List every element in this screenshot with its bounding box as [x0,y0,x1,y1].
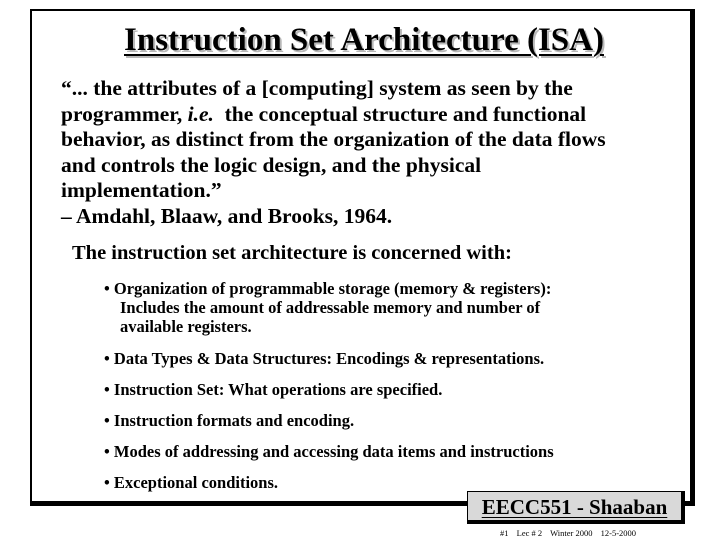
slide-number: #1 [500,528,509,538]
quote-line-1: “... the attributes of a [computing] system as seen by the [61,76,573,100]
quote-line-2-end: the conceptual structure and functional [213,101,587,126]
list-item-line: • Exceptional conditions. [104,473,279,492]
lecture-number: Lec # 2 [516,528,543,538]
list-item-line: • Data Types & Data Structures: Encodings & representations. [104,349,545,368]
list-item [104,411,354,430]
course-badge-label: EECC551 - Shaaban [481,495,668,519]
list-item [104,442,554,461]
list-item-line: Includes the amount of addressable memory and number of [120,298,541,317]
term-label: Winter 2000 [550,528,593,538]
quote-ie: i.e. [187,101,214,126]
list-item [104,473,278,492]
quote-line-5: implementation.” [61,178,222,202]
list-item [104,279,551,336]
quote-attribution: – Amdahl, Blaaw, and Brooks, 1964. [61,203,393,228]
concerns-intro: The instruction set architecture is concerned with: [72,242,512,264]
slide-title: Instruction Set Architecture (ISA) [124,22,604,58]
slide-footer [500,528,642,538]
course-badge [467,491,685,524]
list-item-line: • Instruction formats and encoding. [104,411,355,430]
list-item-line: available registers. [120,317,252,336]
list-item [104,349,544,368]
list-item-line: • Instruction Set: What operations are specified. [104,380,443,399]
isa-definition-quote [61,76,686,229]
quote-line-2 [61,102,686,128]
slide-date: 12-5-2000 [600,528,637,538]
quote-line-3: behavior, as distinct from the organization of the data flows [61,127,606,151]
list-item-line: • Modes of addressing and accessing data items and instructions [104,442,554,461]
quote-line-2-start: programmer, [61,101,188,126]
list-item [104,380,442,399]
quote-line-4: and controls the logic design, and the physical [61,152,482,177]
list-item-line: • Organization of programmable storage (memory & registers): [104,279,552,298]
